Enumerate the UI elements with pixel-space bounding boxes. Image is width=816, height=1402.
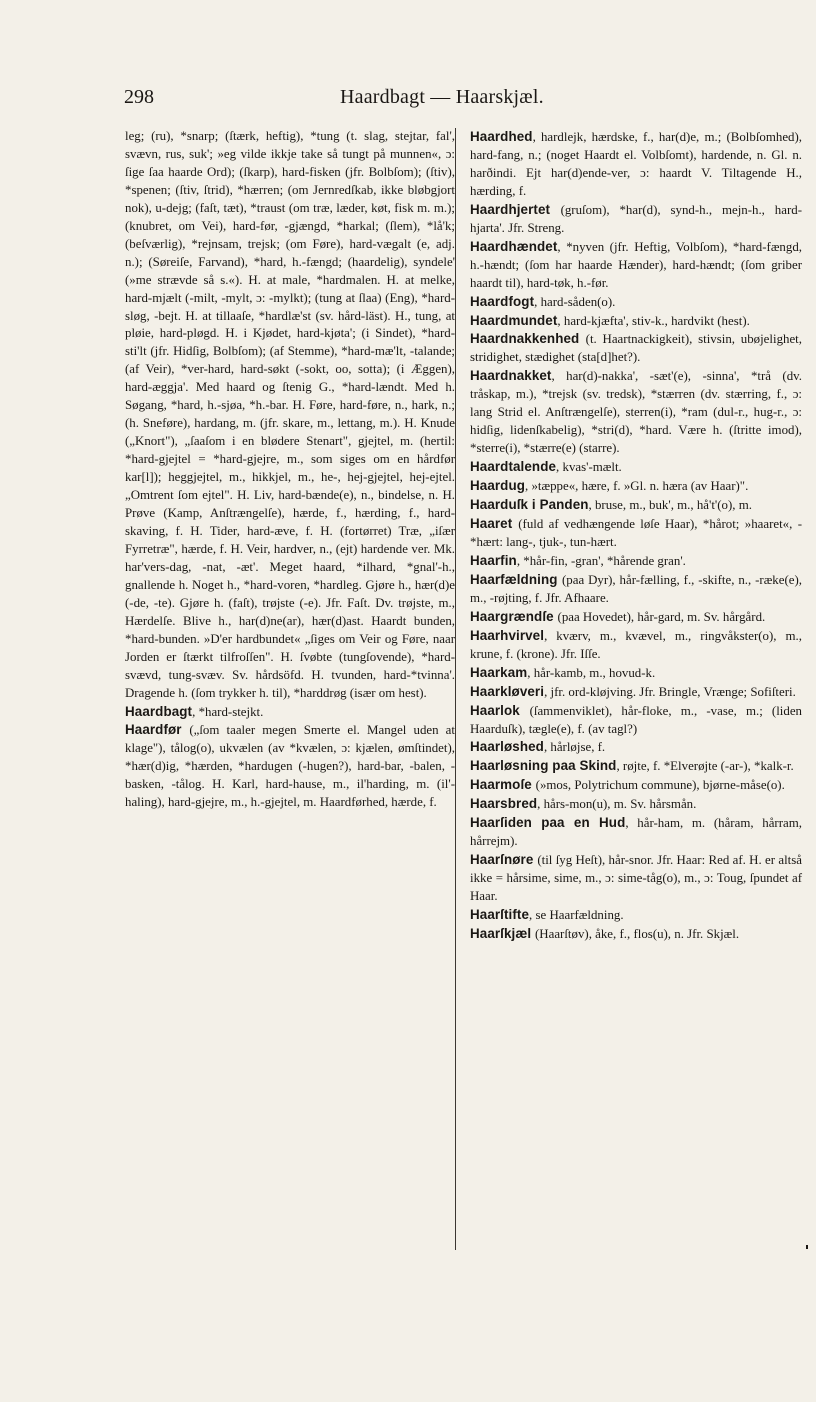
headword: Haardtalende xyxy=(470,459,557,475)
headword: Haardfør xyxy=(125,722,190,738)
entry-haardusk: Haarduſk i Panden, bruse, m., buk', m., hå't'(o), m. xyxy=(470,497,752,513)
entry-haardhaendet: Haardhændet, *nyven (jfr. Heftig, Volbſom), *hard-fængd, h.-hændt; (ſom har haarde Hænder), hard-hændt; (ſom griber haardt til), hard-tøk, h.-før. xyxy=(470,238,802,290)
entry-haardhjertet: Haardhjertet (gruſom), *har(d), synd-h., mejn-h., hard-hjarta'. Jfr. Streng. xyxy=(470,201,802,235)
right-column xyxy=(470,128,802,944)
headword: Haardmundet xyxy=(470,312,558,328)
entry-haardnakket: Haardnakket, har(d)-nakka', -sæt'(e), -sinna', *trå (dv. tråskap, m.), *trejsk (sv. tredsk), *stærren (dv. stærring, f., ɔ: lang Strid el. Anſtrængelſe), sterren(i), *ram (dul-r., hug-r., ɔ: hidſig, lidenſkabelig), *stri(d), *hard. Være h. (ſtritte imod), *sterre(i), *stærre(e) (starre). xyxy=(470,368,802,456)
column-divider xyxy=(455,128,456,1250)
headword: Haarhvirvel xyxy=(470,627,545,643)
entry-haardmundet: Haardmundet, hard-kjæfta', stiv-k., hardvikt (hest). xyxy=(470,312,750,328)
headword: Haarløshed xyxy=(470,739,544,755)
entry-haarskjael: Haarſkjæl (Haarſtøv), åke, f., flos(u), n. Jfr. Skjæl. xyxy=(470,925,740,941)
headword: Haardug xyxy=(470,478,526,494)
headword: Haardhjertet xyxy=(470,201,561,217)
headword: Haardnakkenhed xyxy=(470,331,586,347)
entry-haardfogt: Haardfogt, hard-såden(o). xyxy=(470,293,616,309)
entry-haarsiden: Haarſiden paa en Hud, hår-ham, m. (håram, hårram, hårrejm). xyxy=(470,815,802,849)
entry-haarfaeldning: Haarfældning (paa Dyr), hår-fælling, f., -skifte, n., -ræke(e), m., -røjting, f. Jfr. Afhaare. xyxy=(470,571,803,605)
entry-haarlosning: Haarløsning paa Skind, røjte, f. *Elverøjte (-ar-), *kalk-r. xyxy=(470,758,794,774)
headword: Haarløsning paa Skind xyxy=(470,758,617,774)
entry-haarsnore: Haarſnøre (til ſyg Heſt), hår-snor. Jfr. Haar: Red af. H. er altså ikke = hårsime, sime, m., ɔ: sime-tåg(o), m., ɔ: Toug, ſpundet af Haar. xyxy=(470,852,802,904)
entry-haarstifte: Haarſtifte, se Haarfældning. xyxy=(470,907,624,923)
headword: Haarfin xyxy=(470,552,517,568)
entry-haardnakkenhed: Haardnakkenhed (t. Haartnackigkeit), stivsin, ubøjelighet, stridighet, stædighet (sta[d]het?). xyxy=(470,331,802,365)
entry-haarfin: Haarfin, *hår-fin, -gran', *hårende gran'. xyxy=(470,552,686,568)
headword: Haaret xyxy=(470,516,519,532)
headword: Haarsbred xyxy=(470,796,538,812)
entry-haarlok: Haarlok (ſammenviklet), hår-floke, m., -vase, m.; (liden Haarduſk), tægle(e), f. (av tagl?) xyxy=(470,702,802,736)
entry-haardug: Haardug, »tæppe«, hære, f. »Gl. n. hæra (av Haar)". xyxy=(470,478,749,494)
headword: Haarduſk i Panden xyxy=(470,497,589,513)
entry-haardbagt: Haardbagt, *hard-stejkt. xyxy=(125,703,264,719)
headword: Haarſnøre xyxy=(470,852,538,868)
entry-haardtalende: Haardtalende, kvas'-mælt. xyxy=(470,459,622,475)
entry-haarkam: Haarkam, hår-kamb, m., hovud-k. xyxy=(470,664,656,680)
headword: Haarſtifte xyxy=(470,907,530,923)
entry-haarloshed: Haarløshed, hårløjse, f. xyxy=(470,739,606,755)
entry-haaret: Haaret (fuld af vedhængende løſe Haar), *hårot; »haaret«, -*hært: lang-, tjuk-, tun-hært. xyxy=(470,516,802,549)
headword: Haarfældning xyxy=(470,571,562,587)
headword: Haardbagt xyxy=(125,703,193,719)
running-title: Haardbagt — Haarskjæl. xyxy=(340,86,544,108)
entry-haardfor: Haardfør („ſom taaler megen Smerte el. Mangel uden at klage"), tålog(o), ukvælen (av *kvælen, ɔ: kjælen, ømſtindet), *hær(d)ig, *hærden, *hardugen (-hugen?), hard-bar, -balen, -basken, -tålog. H. Karl, hard-hause, m., il'harding, m. (il'-haling), hard-gjejre, m., h.-gjejtel, m. Haardførhed, hærde, f. xyxy=(125,722,455,810)
headword: Haarkløveri xyxy=(470,683,545,699)
page-number: 298 xyxy=(124,86,154,108)
margin-mark xyxy=(806,1245,808,1249)
headword: Haarlok xyxy=(470,702,530,718)
entry-haargraendse: Haargrændſe (paa Hovedet), hår-gard, m. Sv. hårgård. xyxy=(470,608,766,624)
entry-haarhvirvel: Haarhvirvel, kværv, m., kvævel, m., ringvåkster(o), m., krune, f. (krone). Jfr. Iſſe. xyxy=(470,627,802,661)
headword: Haarmoſe xyxy=(470,777,536,793)
headword: Haarkam xyxy=(470,664,528,680)
headword: Haardhed xyxy=(470,129,533,144)
headword: Haardhændet xyxy=(470,238,558,254)
entry-haarkloveri: Haarkløveri, jfr. ord-kløjving. Jfr. Bringle, Vrænge; Sofiſteri. xyxy=(470,683,796,699)
headword: Haarſiden paa en Hud xyxy=(470,815,626,831)
entry-haardhed: Haardhed, hardlejk, hærdske, f., har(d)e, m.; (Bolbſomhed), hard-fang, n.; (noget Haardt el. Volbſomt), hardende, n. Gl. n. harðindi. Ejt har(d)ende-ver, ɔ: haardt V. Tiltagende H., hærding, f. xyxy=(470,129,802,198)
headword: Haardfogt xyxy=(470,293,535,309)
headword: Haarſkjæl xyxy=(470,925,536,941)
entry-haarmose: Haarmoſe (»mos, Polytrichum commune), bjørne-måse(o). xyxy=(470,777,785,793)
left-column xyxy=(125,128,455,812)
entry-haard-continued: leg; (ru), *snarp; (ſtærk, heftig), *tung (t. slag, stejtar, fal', svævn, rus, suk'; »eg vilde ikkje take så tungt på munnen«, ɔ: ſige ſaa haarde Ord); (ſkarp), hard-fisken (jfr. Bolbſom); (ſtiv), *spenen; (ſtiv, ſtrid), *hærren; (om Jernredſkab, ikke bløbgjort nok), u-dejg; (faſt, tæt), *traust (om træ, læder, køt, fisk m. m.); (knubret, om Vei), hard-før, -gjængd, *harkal; (ſlem), *lå'k; (beſværlig), *rejnsam, trejsk; (om Føre), hard-vægalt (e, adj. n.); (Søreiſe, Farvand), *hard, h.-fængd; (haardelig), syndele' (»me strævde så s.«). H. at male, *hardmalen. H. at melke, hard-mjælt (-milt, -mylt, ɔ: -mylkt); (tung at ſlaa) (Eng), *hard-sløg, -bejt. H. at tillaaſe, *hardlæ'st (sv. hård-läst). H., tung, at pløie, hard-pløgd. H. i Kjødet, hard-kjøta'; (i Sindet), *hard-sti'lt (jfr. Hidſig, Bolbſom); (af Stemme), *hard-mæ'lt, -talande; (af Veir), *ver-hard, hard-søkt (-sokt, oo, sotta); (i Æggen), hard-æggja'. Med haard og ſtenig G., *hard-lændt. Med h. Søgang, *hard, h.-sjøa, *h.-bar. H. Føre, hard-føre, n., hark, n.; (h. Sneføre), hardang, m. (jfr. skare, m., lettang, m.). H. Knude („Knort"), „ſaaſom i en blødere Stenart", gjejtel, m. (hertil: *hard-gjejtel = *hard-gjejre, m., som siges om en hårdfør kar[l]); heggjejtel, m., hikkjel, m., he-, hej-gjejtel, hej-ejtel. „Omtrent ſom ejtel". H. Liv, hard-bænde(e), n., bindelse, n. H. Prøve (Kamp, Anſtrængelſe), hærde, f., hærding, f., hard-skaving, f. H. Tider, hard-æve, f. H. (fortørret) Træ, „iſær Fyrretræ", hærde, f. H. Veir, hardver, n., (ejt) hardende ver. Mk. har'vers-dag, -nat, -æt'. Meget haard, *ilhard, *gnal'-h., gnallende h. Noget h., *hard-voren, *hardleg. Gjøre h., hær(d)e (-de, -te). Gjøre h. (faſt), trøjste (-e). Jfr. Faſt. Dv. trøjste, m., Hærdelſe. Blive h., har(d)ne(ar), hær(d)ast. Haardt bunden, *hard-bunden. »D'er hardbundet« „ſiges om Veir og Føre, naar Jorden er ſtærkt tilfroſſen". H. ſvøbte (tungſovende), *hard-svævd, tung-svæv. Sv. hårdsöfd. H. tvunden, hard-*tvinna'. Dragende h. (ſom trykker h. til), *harddrøg (især om hest). xyxy=(125,129,455,700)
headword: Haardnakket xyxy=(470,368,552,384)
entry-haarsbred: Haarsbred, hårs-mon(u), m. Sv. hårsmån. xyxy=(470,796,697,812)
headword: Haargrændſe xyxy=(470,608,558,624)
